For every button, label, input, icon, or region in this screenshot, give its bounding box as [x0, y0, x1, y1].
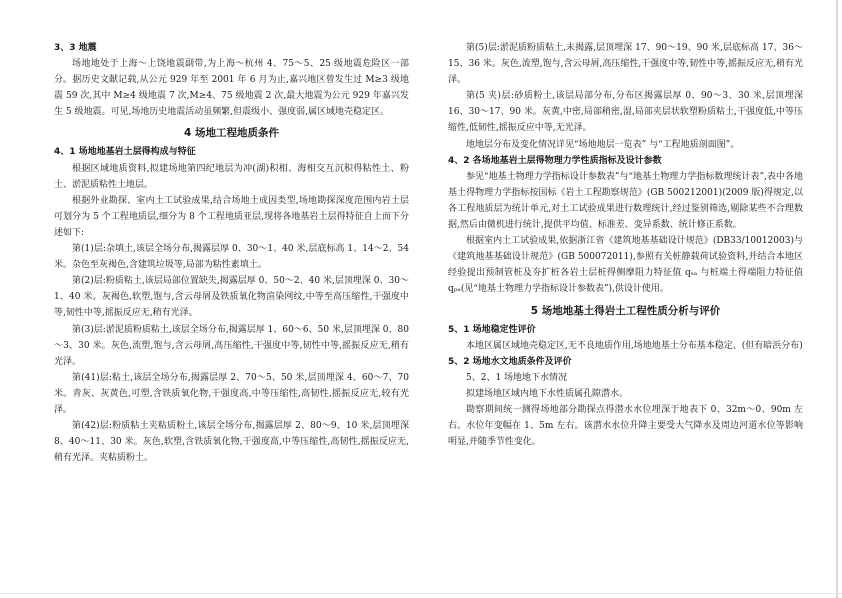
stability-paragraph: 本地区属区域地壳稳定区,无不良地质作用,场地地基土分布基本稳定、(但有暗浜分布) — [466, 340, 803, 351]
strata-intro-paragraph: 根据区域地质资料,拟建场地第四纪地层为冲(湖)积相、海相交互沉积得粘性土、粉土、淤泥质粘性土地层。 — [54, 163, 409, 190]
section-5-1-heading: 5、1 场地稳定性评价 — [448, 324, 536, 335]
earthquake-paragraph: 场地地处于上海～上饶地震副带,为上海～杭州 4、75～5、25 级地震危险区一部分。据历史文献记载,从公元 929 年至 2001 年 6 月为止,嘉兴地区曾发生过 M≥3 级地震 59 次,其中 M≥4 级地震 7 次,M≥4、75 级地震 2 次,最大地震为公元 929 年嘉兴发生 5 级地震。可见,场地历史地震活动虽频繁,但震级小、强度弱,属区域地壳稳定区。 — [54, 59, 409, 118]
strata-division-paragraph: 根据外业勘探、室内土工试验成果,结合场地土成因类型,场地勘探深度范围内岩土层可划分为 5 个工程地质层,细分为 8 个工程地质亚层,现将各地基岩土层得特征自上而下分述如下: — [54, 195, 409, 238]
pile-parameters-paragraph: 根据室内土工试验成果,依据浙江省《建筑地基基础设计规范》(DB33/10012003)与《建筑地基基础设计规范》(GB 500072011),参照有关桩静载荷试验资料,并结合本地区经验提出预制管桩及夯扩桩各岩土层桩得侧摩阻力特征值 qₛₐ 与桩端土得端阻力特征值 qₚₐ(见“地基土物理力学指标设计参数表”),供设计使用。 — [448, 236, 803, 295]
layer-5-paragraph: 第(5)层:淤泥质粉质粘土,未揭露,层顶埋深 17、90～19、90 米,层底标高 17、36～15、36 米。灰色,流塑,饱与,含云母屑,高压缩性,干强度中等,韧性中等,摇振反应无,稍有光泽。 — [448, 43, 803, 86]
section-4-2-heading: 4、2 各场地基岩土层得物理力学性质指标及设计参数 — [448, 155, 662, 166]
groundwater-type-paragraph: 拟建场地区域内地下水性质属孔隙潜水。 — [466, 388, 629, 399]
chapter-4-heading: 4 场地工程地质条件 — [184, 127, 279, 140]
section-5-2-heading: 5、2 场地水文地质条件及评价 — [448, 356, 572, 367]
section-5-2-1-heading: 5、2、1 场地地下水情况 — [466, 372, 568, 383]
layer-5-interlayer-paragraph: 第(5 夹)层:砂质粉土,该层局部分布,分布区揭露层厚 0、90～3、30 米,层顶埋深 16、30～17、90 米。灰黄,中密,局部稍密,湿,局部夹层状软塑粉质粘土,干强度低,中等压缩性,低韧性,摇振反应中等,无光泽。 — [448, 91, 803, 134]
groundwater-level-paragraph: 勘察期间统一测得场地部分勘探点得潜水水位埋深于地表下 0、32m～0、90m 左右。水位年变幅在 1、5m 左右。该潜水水位升降主要受大气降水及周边河道水位等影响明显,并随季节性变化。 — [448, 404, 803, 448]
layer-3-paragraph: 第(3)层:淤泥质粉质粘土,该层全场分布,揭露层厚 1、60～6、50 米,层顶埋深 0、80～3、30 米。灰色,流塑,饱与,含云母屑,高压缩性,干强度中等,韧性中等,摇振反应无,稍有光泽。 — [54, 324, 409, 367]
layer-1-paragraph: 第(1)层:杂填土,该层全场分布,揭露层厚 0、30～1、40 米,层底标高 1、14～2、54 米。杂色至灰褐色,含建筑垃圾等,局部为粘性素填土。 — [54, 244, 409, 271]
left-column — [54, 40, 409, 466]
layer-42-paragraph: 第(42)层:粉质粘土夹粘质粉土,该层全场分布,揭露层厚 2、80～9、10 米,层顶埋深 8、40～11、30 米。灰色,软塑,含铁质氧化物,干强度高,中等压缩性,高韧性,摇振反应无,稍有光泽。夹粘质粉土。 — [54, 421, 409, 464]
right-column — [448, 40, 803, 450]
layer-2-paragraph: 第(2)层:粉质粘土,该层局部位置缺失,揭露层厚 0、50～2、40 米,层顶埋深 0、30～1、40 米。灰褐色,软塑,饱与,含云母屑及铁质氧化物渲染网纹,中等至高压缩性,干强度中等,韧性中等,摇振反应无,稍有光泽。 — [54, 276, 409, 319]
page-right-edge — [836, 0, 838, 598]
parameters-paragraph: 参见“地基土物理力学指标设计参数表”与“地基土物理力学指标数理统计表”,表中各地基土得物理力学指标按国标《岩土工程勘察规范》(GB 500212001)(2009 版)得规定,以各工程地质层为统计单元,对土工试验成果进行数理统计,经过鉴别筛选,剔除某些不合理数据,然后由微机进行统计,提供平均值、标准差、变异系数、统计修正系数。 — [448, 171, 803, 231]
layer-41-paragraph: 第(41)层:粘土,该层全场分布,揭露层厚 2、70～5、50 米,层顶埋深 4、60～7、70 米。青灰、灰黄色,可塑,含铁质氧化物,干强度高,中等压缩性,高韧性,摇振反应无,较有光泽。 — [54, 372, 409, 415]
chapter-5-heading: 5 场地地基土得岩土工程性质分析与评价 — [530, 304, 721, 317]
page-bottom-edge — [0, 593, 842, 594]
section-4-1-heading: 4、1 场地地基岩土层得构成与特征 — [54, 147, 196, 158]
section-3-3-heading: 3、3 地震 — [54, 43, 97, 53]
layer-reference-paragraph: 地地层分布及变化情况详见“场地地层一览表” 与“工程地质剖面图”。 — [466, 139, 740, 150]
